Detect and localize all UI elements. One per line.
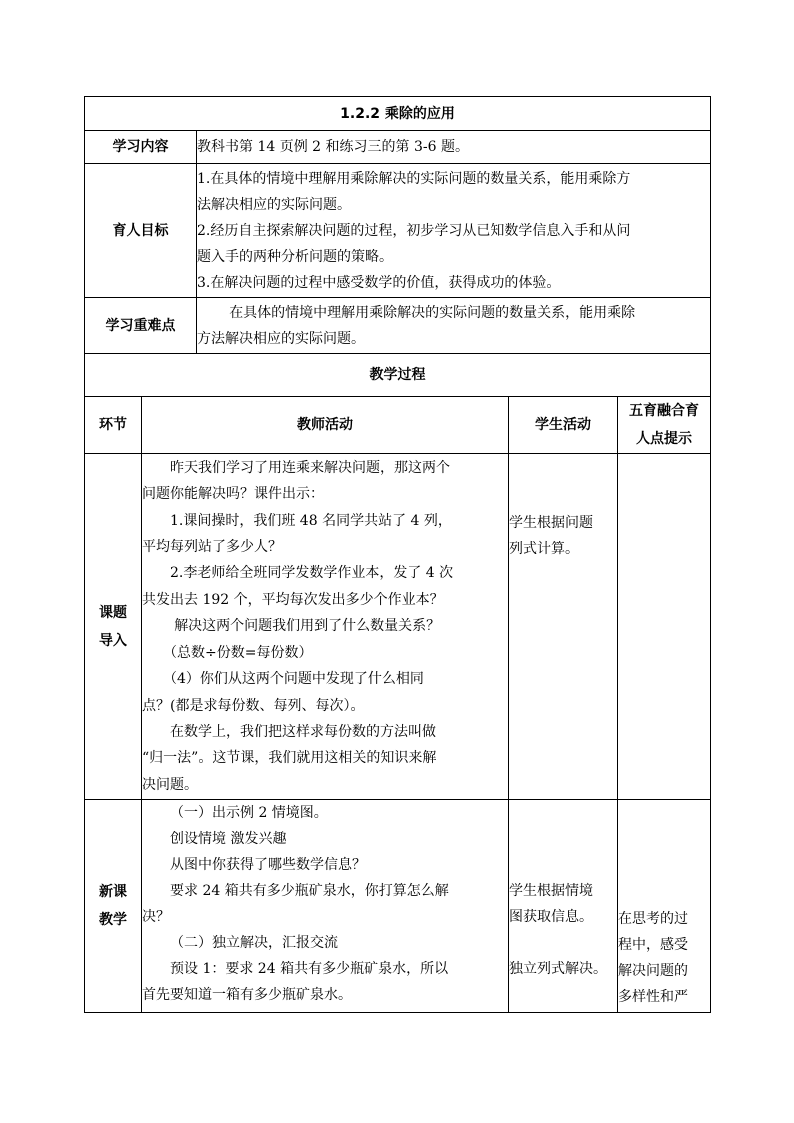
lesson-plan-table <box>84 96 711 1013</box>
newlesson-line: 决？ <box>142 909 170 925</box>
intro-line: （总数÷份数=每份数） <box>163 644 313 661</box>
intro-student-line: 列式计算。 <box>509 541 579 557</box>
header-hint-line: 人点提示 <box>636 431 693 447</box>
newlesson-line: （二）独立解决，汇报交流 <box>170 935 338 951</box>
intro-hint <box>618 454 711 800</box>
newlesson-hint-line: 多样性和严 <box>618 989 688 1005</box>
newlesson-hint-line: 程中，感受 <box>618 937 688 953</box>
process-header-row <box>85 397 711 454</box>
newlesson-line: 从图中你获得了哪些数学信息？ <box>170 857 366 873</box>
lesson-title: 1.2.2 乘除的应用 <box>85 97 711 131</box>
newlesson-hint-line: 解决问题的 <box>618 963 688 979</box>
intro-row <box>85 454 711 800</box>
intro-line: 问题你能解决吗？课件出示： <box>142 486 324 503</box>
newlesson-hint <box>618 800 711 1013</box>
newlesson-line: 预设 1：要求 24 箱共有多少瓶矿泉水，所以 <box>170 961 449 977</box>
newlesson-student-line: 学生根据情境 <box>509 883 593 899</box>
intro-student <box>509 454 618 800</box>
header-hint-line: 五育融合育 <box>629 403 700 419</box>
intro-stage: 课题 导入 <box>85 454 142 800</box>
intro-line: 在数学上，我们把这样求每份数的方法叫做 <box>170 723 436 740</box>
goal-line: 3.在解决问题的过程中感受数学的价值，获得成功的体验。 <box>197 274 561 291</box>
newlesson-row <box>85 800 711 1013</box>
intro-teacher <box>142 454 509 800</box>
intro-line: （4）你们从这两个问题中发现了什么相同 <box>163 671 424 688</box>
header-teacher: 教师活动 <box>142 397 509 454</box>
newlesson-line: 创设情境 激发兴趣 <box>170 831 287 847</box>
newlesson-student-line <box>509 930 617 956</box>
newlesson-student-line: 独立列式解决。 <box>509 961 607 977</box>
goals-text <box>197 164 711 298</box>
keypoints-row <box>85 298 711 354</box>
newlesson-line: （一）出示例 2 情境图。 <box>170 805 328 821</box>
newlesson-teacher <box>142 800 509 1013</box>
keypoint-line: 在具体的情境中理解用乘除解决的实际问题的数量关系，能用乘除 <box>229 304 636 321</box>
intro-line: 平均每列站了多少人？ <box>142 539 282 556</box>
intro-line: 1.课间操时，我们班 48 名同学共站了 4 列， <box>170 512 452 529</box>
newlesson-hint-line: 在思考的过 <box>618 911 688 927</box>
newlesson-stage: 新课 教学 <box>85 800 142 1013</box>
intro-student-line: 学生根据问题 <box>509 515 593 531</box>
goals-label: 育人目标 <box>85 164 197 298</box>
intro-line: 共发出去 192 个，平均每次发出多少个作业本？ <box>142 591 444 608</box>
goal-line: 1.在具体的情境中理解用乘除解决的实际问题的数量关系，能用乘除方 <box>197 170 631 187</box>
intro-line: 2.李老师给全班同学发数学作业本，发了 4 次 <box>170 565 454 582</box>
header-stage: 环节 <box>85 397 142 454</box>
newlesson-student <box>509 800 618 1013</box>
goal-line: 法解决相应的实际问题。 <box>197 196 351 213</box>
content-row <box>85 131 711 164</box>
goals-row <box>85 164 711 298</box>
content-text: 教科书第 14 页例 2 和练习三的第 3-6 题。 <box>197 131 711 164</box>
intro-line: 解决这两个问题我们用到了什么数量关系？ <box>174 618 441 635</box>
keypoint-line: 方法解决相应的实际问题。 <box>197 330 365 347</box>
keypoints-label: 学习重难点 <box>85 298 197 354</box>
newlesson-student-line: 图获取信息。 <box>509 909 593 925</box>
newlesson-line: 首先要知道一箱有多少瓶矿泉水。 <box>142 987 352 1003</box>
goal-line: 题入手的两种分析问题的策略。 <box>197 248 393 265</box>
content-label: 学习内容 <box>85 131 197 164</box>
intro-line: 点？(都是求每份数、每列、每次）。 <box>142 697 365 714</box>
intro-line: 决问题。 <box>142 776 198 793</box>
keypoints-text <box>197 298 711 354</box>
process-title: 教学过程 <box>85 354 711 397</box>
intro-line: 昨天我们学习了用连乘来解决问题，那这两个 <box>170 459 450 476</box>
newlesson-line: 要求 24 箱共有多少瓶矿泉水，你打算怎么解 <box>170 883 449 899</box>
header-hint <box>618 397 711 454</box>
title-row <box>85 97 711 131</box>
header-student: 学生活动 <box>509 397 618 454</box>
intro-line: “归一法”。这节课，我们就用这相关的知识来解 <box>142 750 437 767</box>
process-title-row <box>85 354 711 397</box>
goal-line: 2.经历自主探索解决问题的过程，初步学习从已知数学信息入手和从问 <box>197 222 631 239</box>
